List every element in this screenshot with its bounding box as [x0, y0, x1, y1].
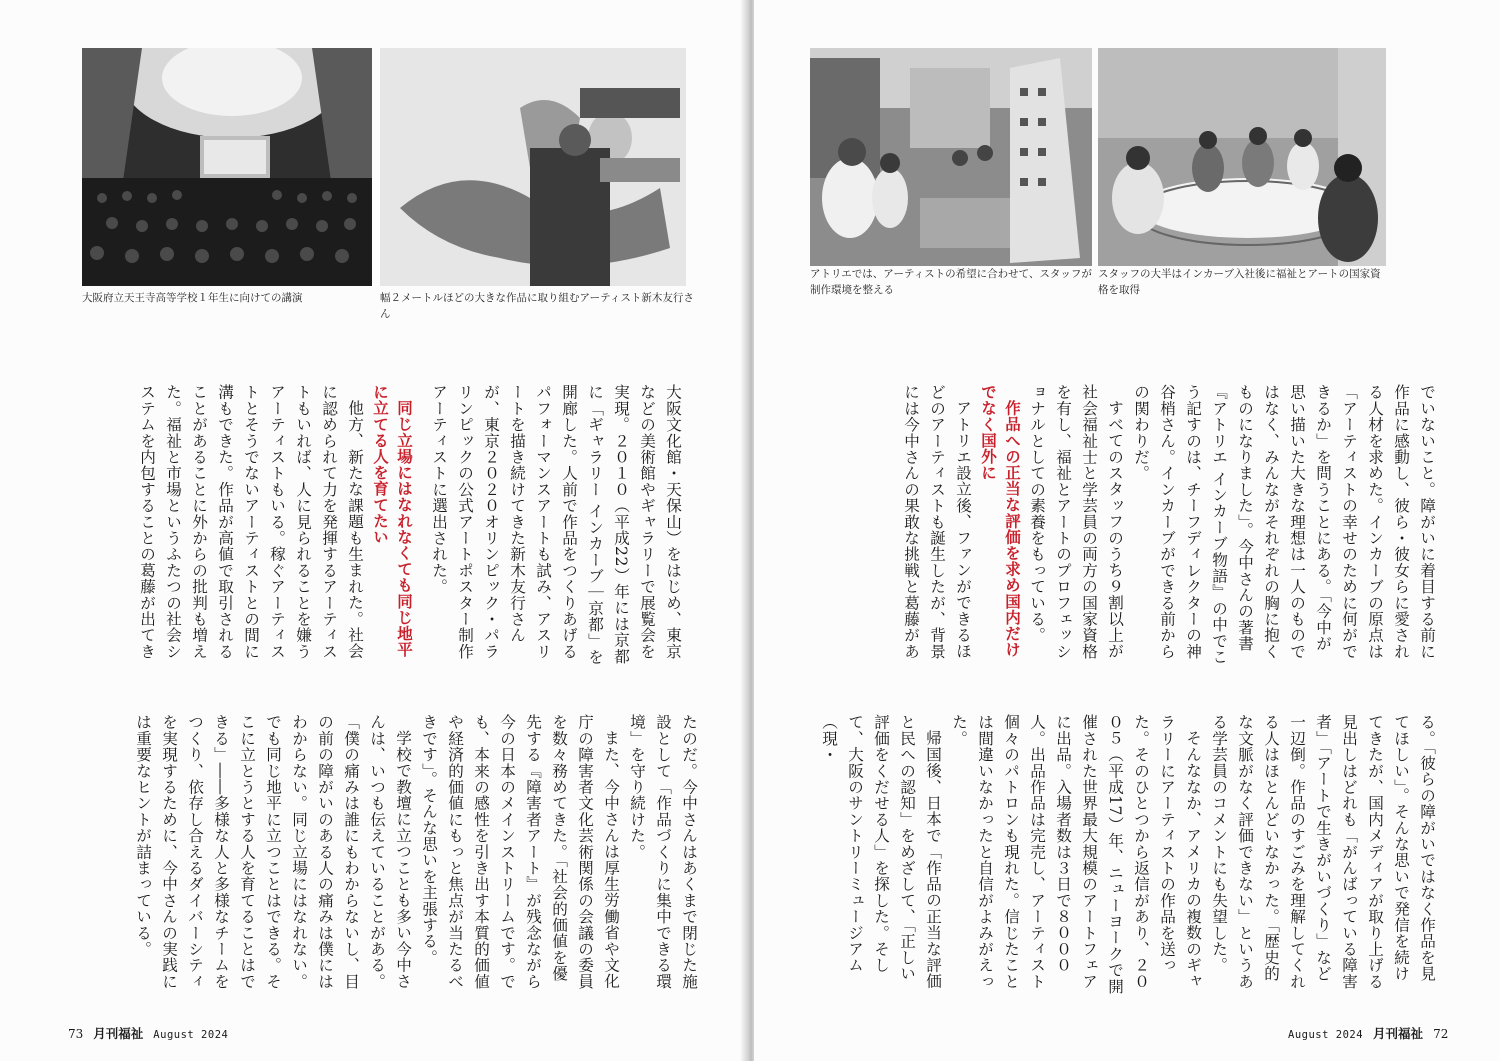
page-footer: [68, 1024, 228, 1042]
left-page: [0, 0, 748, 1061]
photo-artist-painting: [380, 48, 686, 286]
photo-caption: アトリエでは、アーティストの希望に合わせて、スタッフが制作環境を整える: [810, 268, 1092, 296]
page-number: 72: [1433, 1027, 1449, 1041]
issue-date: August 2024: [1288, 1029, 1364, 1041]
magazine-title: 月刊福祉: [1373, 1026, 1424, 1041]
page-number: 73: [68, 1027, 84, 1041]
photo-caption: 大阪府立天王寺高等学校１年生に向けての講演: [82, 292, 303, 304]
magazine-title: 月刊福祉: [93, 1026, 144, 1041]
photo-lecture-hall: [82, 48, 372, 286]
photo-caption: スタッフの大半はインカーブ入社後に福祉とアートの国家資格を取得: [1098, 268, 1381, 296]
photo-staff-meeting: [1098, 48, 1386, 266]
issue-date: August 2024: [153, 1029, 229, 1041]
article-column-upper-a: 大阪文化館・天保山）をはじめ、東京などの美術館やギャラリーで展覧会を実現。２０１０（平成22）年には京都に「ギャラリー インカーブ｜京都」を開廊した。人前で作品をつくりあげるパフォーマンスアートも試み、アスリートを描き続けてきた新木友行さんが、東京２０２０オリンピック・パラリンピックの公式アートポスター制作アーティストに選出された。: [430, 384, 682, 665]
right-page: [754, 0, 1500, 1061]
photo-caption: 幅２メートルほどの大きな作品に取り組むアーティスト新木友行さん: [380, 292, 694, 320]
article-column-upper: でいないこと。障がいに着目する前に作品に感動し、彼ら・彼女らに愛される人材を求めた。インカーブの原点は「アーティストの幸せのために何ができるか」を問うことにある。「今中が思い描いた大きな理想は一人のものではなく、みんながそれぞれの胸に抱くものになりました」。今中さんの著書『アトリエ インカーブ物語』の中でこう記すのは、チーフディレクターの神谷梢さん。インカーブができる前からの関わりだ。 すべてのスタッフのうち９割以上が社会福祉士と学芸員の両方の国家資格を有し、福祉とアートのプロフェッショナルとしての素養をもっている。 作品への正当な評価を求め国内だけでなく国外に アトリエ設立後、ファンができるほどのアーティストも誕生したが、背景には今中さんの果敢な挑戦と葛藤があ: [902, 384, 1436, 665]
photo-atelier: [810, 48, 1092, 266]
article-column-upper-b: 同じ立場にはなれなくても同じ地平に立てる人を育てたい 他方、新たな課題も生まれた。社会に認められて力を発揮するアーティストもいれば、人に見られることを嫌うアーティストもいる。稼ぐアーティストとそうでないアーティストとの間に溝もできた。作品が高値で取引されることがあることに外からの批判も増えた。福祉と市場というふたつの社会システムを内包することの葛藤が出てき: [82, 384, 416, 666]
section-heading: 作品への正当な評価を求め国内だけでなく国外に: [979, 384, 1021, 658]
article-column-lower: る。「彼らの障がいではなく作品を見てほしい」。そんな思いで発信を続けてきたが、国内メディアが取り上げる見出しはどれも「がんばっている障害者」「アートで生きがいづくり」など一辺倒。作品のすごみを理解してくれる人はほとんどいなかった。「歴史的な文脈がなく評価できない」というある学芸員のコメントにも失望した。 そんななか、アメリカの複数のギャラリーにアーティストの作品を送った。そのひとつから返信があり、２００５（平成17）年、ニューヨークで開催された世界最大規模のアートフェアに出品。入場者数は３日で８０００人。出品作品は完売し、アーティスト個々のパトロンも現れた。信じたことは間違いなかったと自信がよみがえった。 帰国後、日本で「作品の正当な評価と民への認知」をめざして、「正しい評価をくだせる人」を探した。そして、大阪のサントリーミュージアム（現・: [820, 714, 1436, 995]
section-heading: 同じ立場にはなれなくても同じ地平に立てる人を育てたい: [371, 384, 413, 658]
page-footer: [1288, 1024, 1448, 1042]
article-column-lower: たのだ。今中さんはあくまで閉じた施設として「作品づくりに集中できる環境」を守り続けた。 また、今中さんは厚生労働省や文化庁の障害者文化芸術関係の会議の委員を数々務めてきた。「社会的価値を優先する『障害者アート』が残念ながら今の日本のメインストリームです。でも、本来の感性を引き出す本質的価値や経済的価値にもっと焦点が当たるべきです」。そんな思いを主張する。 学校で教壇に立つことも多い今中さんは、いつも伝えていることがある。「僕の痛みは誰にもわからないし、目の前の障がいのある人の痛みは僕にはわからない。同じ立場にはなれない。でも同じ地平に立つことはできる。そこに立とうとする人を育てることはできる」――多様な人と多様なチームをつくり、依存し合えるダイバーシティを実現するために、今中さんの実践には重要なヒントが詰まっている。: [134, 714, 698, 990]
